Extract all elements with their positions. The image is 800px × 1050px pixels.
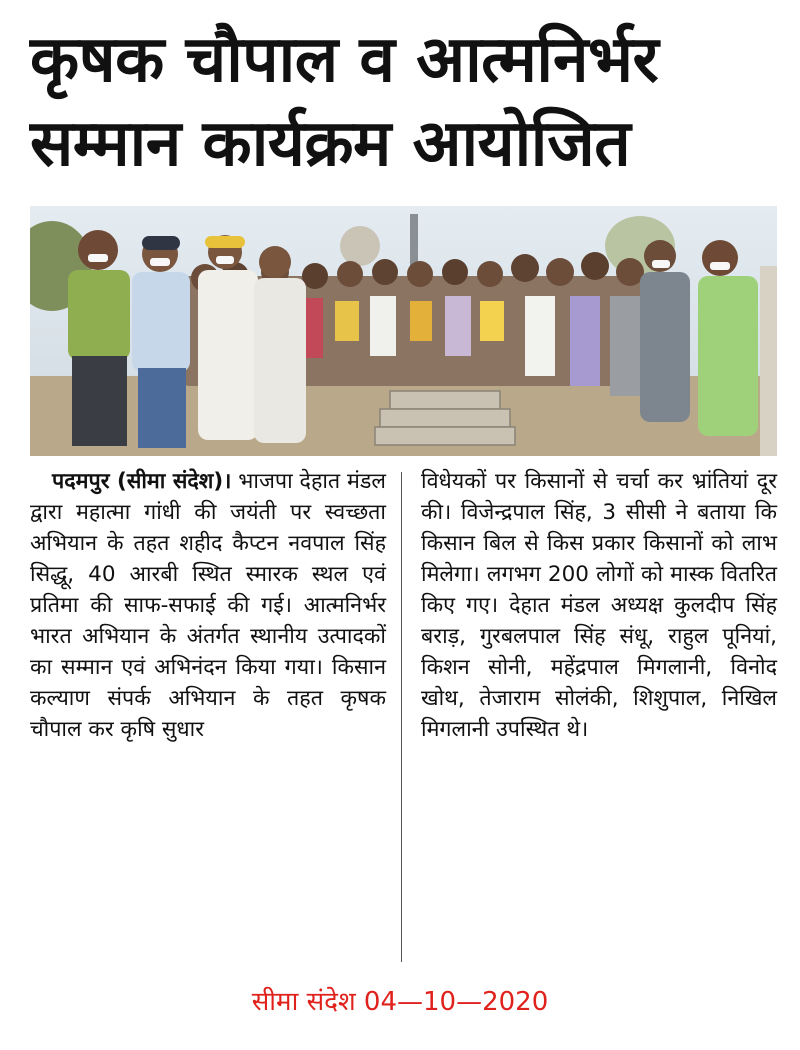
- source-credit: सीमा संदेश 04—10—2020: [251, 987, 549, 1017]
- headline-line-2: सम्मान कार्यक्रम आयोजित: [30, 107, 631, 181]
- article-text-left: भाजपा देहात मंडल द्वारा महात्मा गांधी की जयंती पर स्वच्छता अभियान के तहत शहीद कैप्टन नवपाल सिंह सिद्धू, 40 आरबी स्थित स्मारक स्थल एवं प्रतिमा की साफ-सफाई की गई। आत्मनिर्भर भारत अभियान के अंतर्गत स्थानीय उत्पादकों का सम्मान एवं अभिनंदन किया गया। किसान कल्याण संपर्क अभियान के तहत कृषक चौपाल कर कृषि सुधार: [30, 469, 386, 742]
- headline: [30, 18, 775, 186]
- article-body: [30, 466, 777, 971]
- article-column-left: [30, 466, 386, 745]
- headline-line-1: कृषक चौपाल व आत्मनिर्भर: [30, 23, 659, 97]
- article-column-right: [421, 466, 777, 745]
- news-photo: [30, 206, 777, 456]
- dateline: पदमपुर (सीमा संदेश)।: [52, 469, 232, 494]
- article-text-right: विधेयकों पर किसानों से चर्चा कर भ्रांतियां दूर की। विजेन्द्रपाल सिंह, 3 सीसी ने बताया कि किसान बिल से किस प्रकार किसानों को लाभ मिलेगा। लगभग 200 लोगों को मास्क वितरित किए गए। देहात मंडल अध्यक्ष कुलदीप सिंह बराड़, गुरबलपाल सिंह संधू, राहुल पूनियां, किशन सोनी, महेंद्रपाल मिगलानी, विनोद खोथ, तेजाराम सोलंकी, शिशुपाल, निखिल मिगलानी उपस्थित थे।: [421, 469, 777, 742]
- group-photo-icon: [30, 206, 777, 456]
- column-divider: [401, 472, 402, 962]
